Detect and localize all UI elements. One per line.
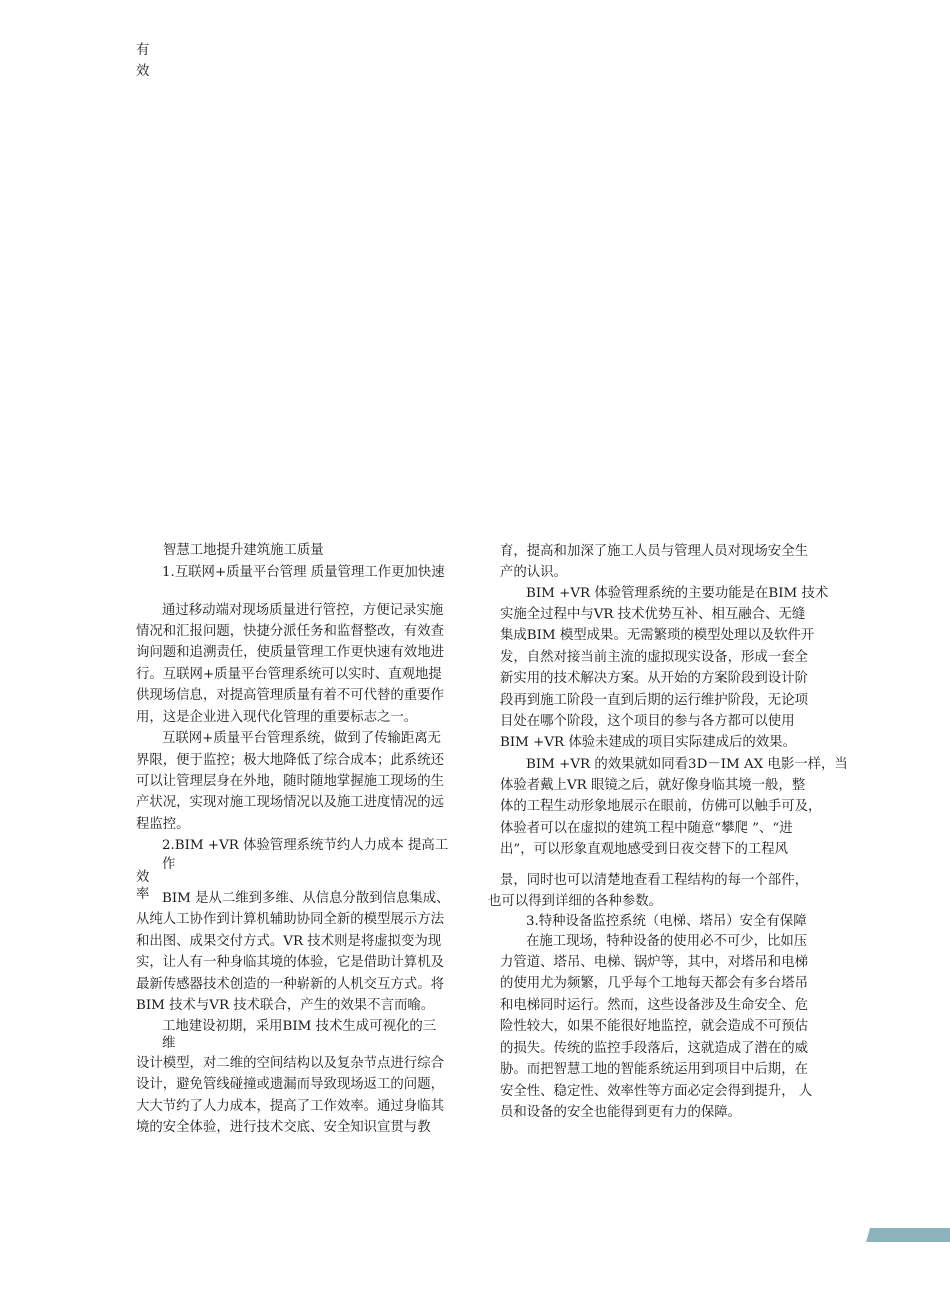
paragraph-line: 界限，便于监控；极大地降低了综合成本；此系统还 (136, 753, 444, 768)
paragraph-line: 在施工现场，特种设备的使用必不可少，比如压 (526, 934, 808, 949)
paragraph-line: 和出图、成果交付方式。VR 技术则是将虚拟变为现 (136, 934, 442, 949)
paragraph-line: BIM +VR 的效果就如同看3D－IM AX 电影一样，当 (526, 757, 848, 772)
stray-char: 率 (136, 887, 150, 902)
paragraph-line: 供现场信息，对提高管理质量有着不可代替的重要作 (136, 688, 444, 703)
paragraph-line: 实施全过程中与VR 技术优势互补、相互融合、无缝 (500, 607, 806, 622)
paragraph-line: 最新传感器技术创造的一种崭新的人机交互方式。将 (136, 977, 444, 992)
paragraph-line: 程监控。 (136, 817, 190, 832)
paragraph-line: 新实用的技术解决方案。从开始的方案阶段到设计阶 (500, 671, 808, 686)
paragraph-line: 段再到施工阶段一直到后期的运行维护阶段，无论项 (500, 693, 808, 708)
vertical-margin-label: 有效 (136, 43, 150, 79)
paragraph-line: BIM +VR 体验未建成的项目实际建成后的效果。 (500, 735, 796, 750)
paragraph-line: 体的工程生动形象地展示在眼前，仿佛可以触手可及， (500, 799, 822, 814)
paragraph-line: 境的安全体验，进行技术交底、安全知识宣贯与教 (136, 1120, 431, 1135)
paragraph-line: 可以让管理层身在外地，随时随地掌握施工现场的生 (136, 774, 444, 789)
paragraph-line: 通过移动端对现场质量进行管控，方便记录实施 (162, 603, 444, 618)
section-heading-3: 3.特种设备监控系统（电梯、塔吊）安全有保障 (526, 914, 807, 929)
paragraph-line: 集成BIM 模型成果。无需繁琐的模型处理以及软件开 (500, 628, 815, 643)
stray-char: 效 (136, 870, 150, 885)
paragraph-line: 景，同时也可以清楚地查看工程结构的每一个部件， (500, 873, 808, 888)
paragraph-line: 育，提高和加深了施工人员与管理人员对现场安全生 (500, 544, 808, 559)
paragraph-line: 出”，可以形象直观地感受到日夜交替下的工程风 (500, 842, 789, 857)
paragraph-line: 设计，避免管线碰撞或遗漏而导致现场返工的问题， (136, 1077, 444, 1092)
paragraph-line: BIM 是从二维到多维、从信息分散到信息集成、 (162, 891, 450, 906)
paragraph-line: 用，这是企业进入现代化管理的重要标志之一。 (136, 710, 418, 725)
paragraph-line: BIM +VR 体验管理系统的主要功能是在BIM 技术 (526, 586, 829, 601)
page-edge-tab-shape (866, 1228, 950, 1242)
paragraph-line: 的损失。传统的监控手段落后，这就造成了潜在的威 (500, 1041, 808, 1056)
paragraph-line: 情况和汇报问题，快捷分派任务和监督整改，有效查 (136, 624, 444, 639)
paragraph-line: BIM 技术与VR 技术联合，产生的效果不言而喻。 (136, 998, 435, 1013)
paragraph-line: 也可以得到详细的各种参数。 (488, 894, 663, 909)
paragraph-line: 和电梯同时运行。然而，这些设备涉及生命安全、危 (500, 998, 808, 1013)
paragraph-line: 产状况，实现对施工现场情况以及施工进度情况的远 (136, 795, 444, 810)
article-title: 智慧工地提升建筑施工质量 (163, 543, 324, 558)
paragraph-line: 互联网+质量平台管理系统，做到了传输距离无 (162, 731, 442, 746)
paragraph-line: 实，让人有一种身临其境的体验，它是借助计算机及 (136, 955, 444, 970)
paragraph-line: 设计模型，对二维的空间结构以及复杂节点进行综合 (136, 1056, 444, 1071)
paragraph-line: 员和设备的安全也能得到更有力的保障。 (500, 1105, 742, 1120)
paragraph-line: 目处在哪个阶段，这个项目的参与各方都可以使用 (500, 714, 795, 729)
section-heading-2-wrap: 作 (162, 857, 176, 872)
paragraph-line: 的使用尤为频繁，几乎每个工地每天都会有多台塔吊 (500, 976, 808, 991)
paragraph-line: 大大节约了人力成本，提高了工作效率。通过身临其 (136, 1099, 444, 1114)
paragraph-line: 安全性、稳定性、效率性等方面必定会得到提升， 人 (500, 1084, 813, 1099)
paragraph-line-wrap: 维 (162, 1036, 176, 1051)
paragraph-line: 询问题和追溯责任，使质量管理工作更快速有效地进 (136, 645, 444, 660)
section-heading-1: 1.互联网+质量平台管理 质量管理工作更加快速 (162, 565, 445, 580)
paragraph-line: 工地建设初期，采用BIM 技术生成可视化的三 (162, 1019, 437, 1034)
paragraph-line: 险性较大，如果不能很好地监控，就会造成不可预估 (500, 1019, 808, 1034)
paragraph-line: 行。互联网+质量平台管理系统可以实时、直观地提 (136, 667, 442, 682)
page-edge-tab (866, 1227, 950, 1241)
paragraph-line: 体验者可以在虚拟的建筑工程中随意“攀爬 ”、“进 (500, 821, 793, 836)
paragraph-line: 产的认识。 (500, 565, 567, 580)
paragraph-line: 力管道、塔吊、电梯、锅炉等，其中，对塔吊和电梯 (500, 955, 808, 970)
paragraph-line: 发，自然对接当前主流的虚拟现实设备，形成一套全 (500, 650, 808, 665)
paragraph-line: 胁。而把智慧工地的智能系统运用到项目中后期，在 (500, 1062, 808, 1077)
paragraph-line: 体验者戴上VR 眼镜之后，就好像身临其境一般，整 (500, 778, 806, 793)
paragraph-line: 从纯人工协作到计算机辅助协同全新的模型展示方法 (136, 912, 444, 927)
section-heading-2: 2.BIM +VR 体验管理系统节约人力成本 提高工 (162, 838, 449, 853)
